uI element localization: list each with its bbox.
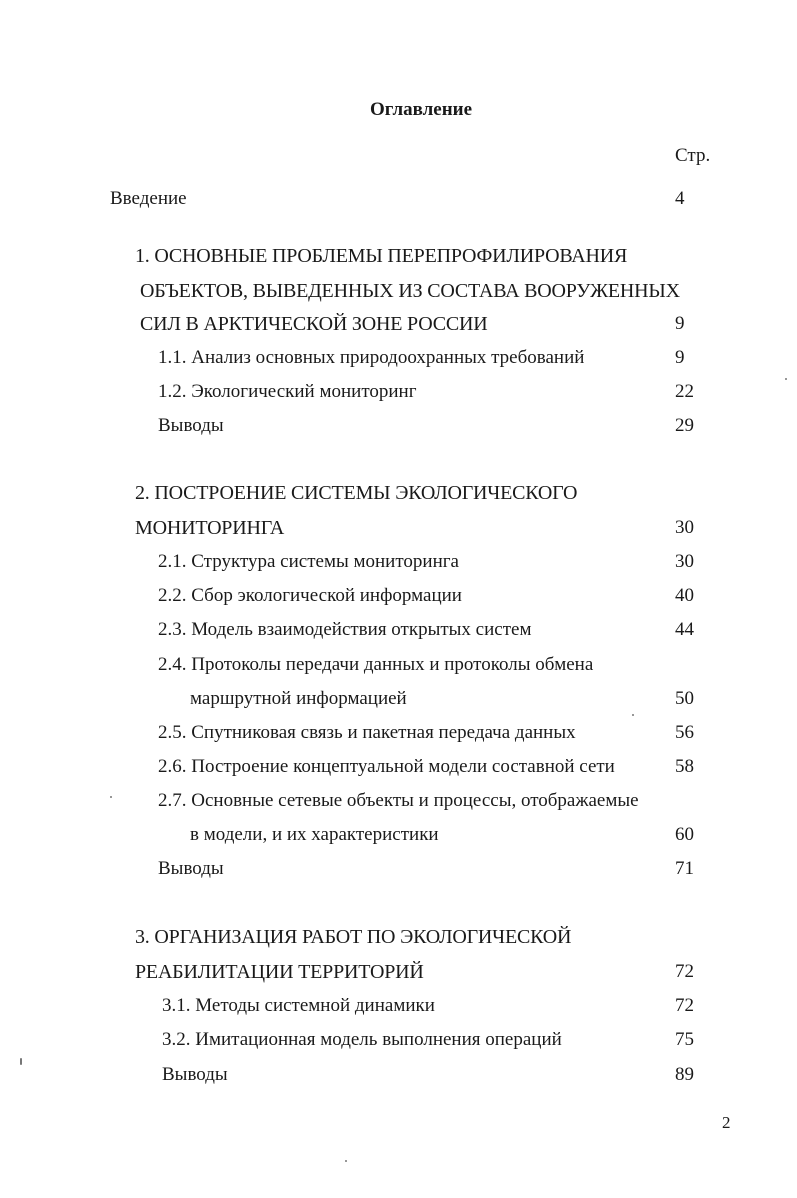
toc-entry-2-6: [0, 756, 797, 780]
toc-entry-2-5: [0, 722, 797, 746]
toc-page: 40: [675, 585, 694, 606]
scan-speck: [20, 1058, 22, 1065]
toc-page: 9: [675, 313, 685, 334]
toc-entry-3-1: [0, 995, 797, 1019]
toc-page: 50: [675, 688, 694, 709]
toc-entry-3-2: [0, 1029, 797, 1053]
toc-section-1-line1: 1. ОСНОВНЫЕ ПРОБЛЕМЫ ПЕРЕПРОФИЛИРОВАНИЯ: [135, 245, 628, 267]
toc-page: 72: [675, 995, 694, 1016]
toc-title: Оглавление: [370, 99, 473, 120]
toc-page: 72: [675, 961, 694, 982]
toc-entry-2-1: [0, 551, 797, 575]
toc-page: 9: [675, 347, 685, 368]
toc-label: 1.1. Анализ основных природоохранных требований: [158, 347, 585, 368]
toc-label: 1.2. Экологический мониторинг: [158, 381, 417, 402]
toc-label: СИЛ В АРКТИЧЕСКОЙ ЗОНЕ РОССИИ: [140, 313, 488, 335]
toc-entry-2-7: [0, 824, 797, 848]
toc-label: 2.6. Построение концептуальной модели составной сети: [158, 756, 615, 777]
toc-label: МОНИТОРИНГА: [135, 517, 285, 539]
toc-label: 3.2. Имитационная модель выполнения операций: [162, 1029, 562, 1050]
toc-page: 60: [675, 824, 694, 845]
toc-page: 30: [675, 551, 694, 572]
toc-label: в модели, и их характеристики: [190, 824, 439, 845]
toc-entry-s2-conclusions: [0, 858, 797, 882]
toc-label: маршрутной информацией: [190, 688, 407, 709]
toc-entry-intro: [0, 188, 797, 212]
toc-page: 71: [675, 858, 694, 879]
toc-entry-2-7-line1: 2.7. Основные сетевые объекты и процессы, отображаемые: [158, 790, 639, 811]
scan-speck: [345, 1160, 347, 1162]
toc-label: Введение: [110, 188, 187, 209]
toc-entry-2-3: [0, 619, 797, 643]
toc-page: 44: [675, 619, 694, 640]
toc-entry-1-2: [0, 381, 797, 405]
scan-speck: [110, 796, 112, 798]
toc-label: 2.3. Модель взаимодействия открытых систем: [158, 619, 532, 640]
toc-label: 2.1. Структура системы мониторинга: [158, 551, 459, 572]
toc-page: 22: [675, 381, 694, 402]
toc-entry-1-1: [0, 347, 797, 371]
toc-section-3-line1: 3. ОРГАНИЗАЦИЯ РАБОТ ПО ЭКОЛОГИЧЕСКОЙ: [135, 926, 572, 948]
toc-page: 30: [675, 517, 694, 538]
toc-page: 58: [675, 756, 694, 777]
toc-entry-s3-conclusions: [0, 1064, 797, 1088]
toc-entry-s2: [0, 517, 797, 541]
toc-label: РЕАБИЛИТАЦИИ ТЕРРИТОРИЙ: [135, 961, 424, 983]
toc-section-1-line2: ОБЪЕКТОВ, ВЫВЕДЕННЫХ ИЗ СОСТАВА ВООРУЖЕННЫХ: [140, 280, 680, 302]
scan-speck: [785, 378, 787, 380]
toc-page: 29: [675, 415, 694, 436]
toc-page: 75: [675, 1029, 694, 1050]
toc-page: 89: [675, 1064, 694, 1085]
toc-label: Выводы: [158, 415, 224, 436]
toc-section-2-line1: 2. ПОСТРОЕНИЕ СИСТЕМЫ ЭКОЛОГИЧЕСКОГО: [135, 482, 578, 504]
page-column-label: Стр.: [675, 145, 711, 166]
toc-label: 2.5. Спутниковая связь и пакетная передача данных: [158, 722, 576, 743]
toc-page: 56: [675, 722, 694, 743]
toc-entry-s3: [0, 961, 797, 985]
toc-entry-s1-conclusions: [0, 415, 797, 439]
toc-label: 3.1. Методы системной динамики: [162, 995, 435, 1016]
toc-label: Выводы: [162, 1064, 228, 1085]
scan-speck: [632, 714, 634, 716]
toc-page: 4: [675, 188, 685, 209]
toc-label: 2.2. Сбор экологической информации: [158, 585, 462, 606]
toc-label: Выводы: [158, 858, 224, 879]
toc-entry-2-4-line1: 2.4. Протоколы передачи данных и протоколы обмена: [158, 654, 594, 675]
page-number: 2: [722, 1113, 731, 1132]
toc-entry-2-2: [0, 585, 797, 609]
toc-entry-s1: [0, 313, 797, 337]
toc-entry-2-4: [0, 688, 797, 712]
